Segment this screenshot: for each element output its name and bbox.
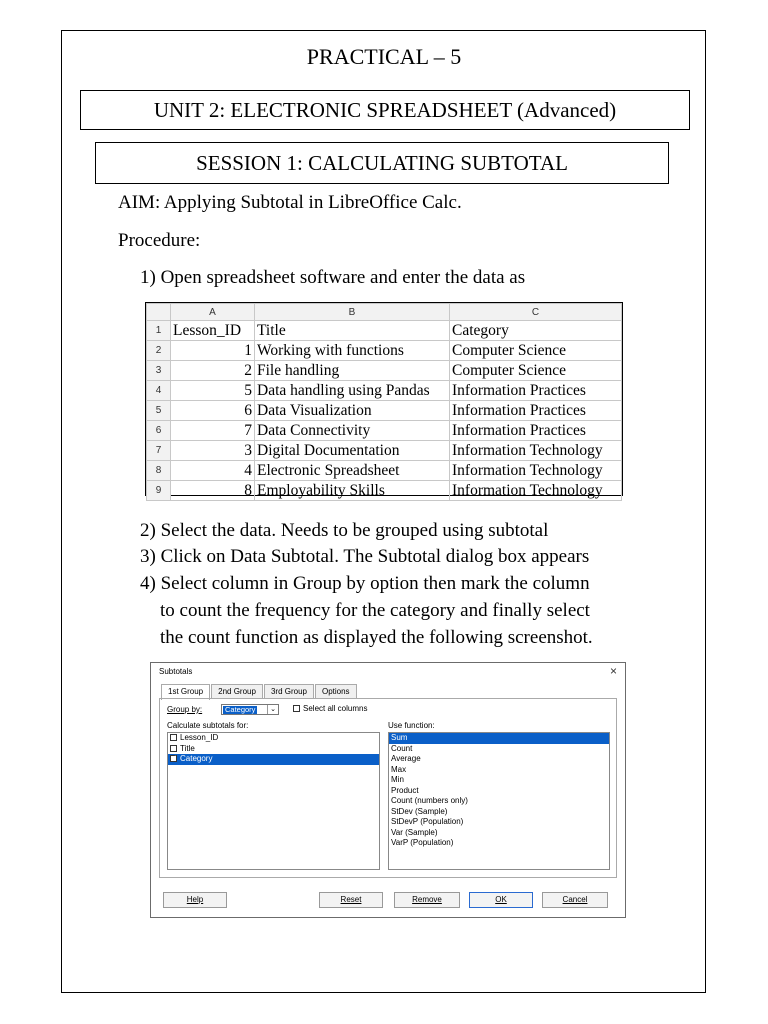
list-item[interactable] — [168, 754, 379, 765]
cell-lesson-id: 6 — [171, 401, 255, 421]
dialog-title: Subtotals — [159, 667, 193, 676]
table-row — [147, 381, 622, 401]
cell-lesson-id: 4 — [171, 461, 255, 481]
group-by-label — [167, 705, 202, 714]
reset-label: Reset — [340, 895, 362, 904]
table-row — [147, 461, 622, 481]
cell-category: Information Practices — [450, 381, 622, 401]
cell-title: Working with functions — [255, 341, 450, 361]
select-all-label: Select all columns — [303, 704, 368, 713]
step-number: 4) — [140, 573, 156, 594]
chevron-down-icon[interactable]: ⌄ — [267, 705, 278, 714]
tab-1st-group[interactable]: 1st Group — [161, 684, 210, 700]
row-number: 6 — [147, 421, 171, 441]
table-row — [147, 361, 622, 381]
cell-lesson-id: 5 — [171, 381, 255, 401]
subtotals-dialog — [150, 662, 626, 918]
cell-lesson-id: 8 — [171, 481, 255, 501]
tab-3rd-group[interactable]: 3rd Group — [264, 684, 314, 699]
cell-category: Information Practices — [450, 401, 622, 421]
list-item[interactable]: Sum — [389, 733, 609, 744]
table-row — [147, 421, 622, 441]
list-item[interactable]: Count — [391, 743, 413, 753]
table-row — [147, 341, 622, 361]
checkbox-icon[interactable] — [170, 734, 177, 741]
reset-button[interactable] — [319, 892, 383, 908]
cell-category: Information Technology — [450, 481, 622, 501]
column-label: Category — [180, 754, 213, 763]
list-item[interactable]: StDev (Sample) — [391, 806, 448, 816]
dialog-tabs — [161, 684, 358, 698]
select-all-columns[interactable] — [293, 704, 367, 713]
ok-button[interactable] — [469, 892, 533, 908]
group-by-value: Category — [225, 705, 256, 714]
cell-lesson-id: 7 — [171, 421, 255, 441]
functions-listbox[interactable] — [388, 732, 610, 870]
row-number: 9 — [147, 481, 171, 501]
list-item[interactable]: Min — [391, 775, 404, 784]
list-item[interactable]: Count (numbers only) — [391, 796, 468, 805]
table-row — [147, 481, 622, 501]
spreadsheet-screenshot — [145, 302, 623, 499]
cell-title: Data Connectivity — [255, 421, 450, 441]
unit-heading: UNIT 2: ELECTRONIC SPREADSHEET (Advanced) — [80, 90, 690, 130]
step-text: Select the data. Needs to be grouped using subtotal — [160, 520, 549, 541]
list-item[interactable]: Product — [391, 785, 419, 795]
list-item[interactable]: StDevP (Population) — [391, 817, 464, 826]
checkbox-icon[interactable] — [170, 745, 177, 752]
remove-label: Remove — [412, 895, 442, 904]
column-label: Title — [180, 743, 195, 753]
cell-title: Digital Documentation — [255, 441, 450, 461]
help-label: Help — [186, 895, 204, 904]
column-label: Lesson_ID — [180, 733, 219, 742]
cell-lesson-id: 3 — [171, 441, 255, 461]
row-number: 2 — [147, 341, 171, 361]
list-item[interactable]: VarP (Population) — [391, 838, 454, 847]
step-number: 3) — [140, 546, 156, 567]
cell-title: Data handling using Pandas — [255, 381, 450, 401]
calculate-label: Calculate subtotals for: — [167, 721, 249, 730]
cell-title: Electronic Spreadsheet — [255, 461, 450, 481]
table-row — [147, 321, 622, 341]
tab-panel — [159, 698, 617, 878]
step-text: Select column in Group by option then mark the column — [160, 573, 590, 594]
row-number: 1 — [147, 321, 171, 341]
cancel-button[interactable] — [542, 892, 608, 908]
list-item[interactable]: Average — [391, 754, 421, 763]
group-by-text: Group by: — [167, 705, 203, 714]
use-function-label: Use function: — [388, 721, 435, 730]
list-item[interactable]: Max — [391, 764, 407, 774]
step-4 — [140, 573, 590, 595]
cell-category: Computer Science — [450, 341, 622, 361]
cell-title: Employability Skills — [255, 481, 450, 501]
step-2 — [140, 520, 548, 542]
checkbox-icon[interactable] — [293, 705, 300, 712]
remove-button[interactable] — [394, 892, 460, 908]
list-item[interactable]: Var (Sample) — [391, 827, 438, 837]
cell-lesson-id: 1 — [171, 341, 255, 361]
cell-title: Data Visualization — [255, 401, 450, 421]
step-1 — [140, 267, 525, 289]
row-number: 5 — [147, 401, 171, 421]
page-title: PRACTICAL – 5 — [306, 44, 462, 69]
table-row — [147, 441, 622, 461]
row-number: 4 — [147, 381, 171, 401]
session-heading: SESSION 1: CALCULATING SUBTOTAL — [95, 142, 669, 184]
corner-cell — [147, 304, 171, 321]
row-number: 8 — [147, 461, 171, 481]
column-header: B — [255, 304, 450, 321]
cancel-label: Cancel — [562, 895, 588, 904]
table-row — [147, 401, 622, 421]
cell-lesson-id: 2 — [171, 361, 255, 381]
help-button[interactable] — [163, 892, 227, 908]
step-4-continued: the count function as displayed the following screenshot. — [160, 627, 593, 648]
cell-category: Information Technology — [450, 461, 622, 481]
cell-lesson-id: Lesson_ID — [171, 321, 255, 341]
columns-listbox[interactable] — [167, 732, 380, 870]
step-text: Open spreadsheet software and enter the data as — [160, 267, 526, 288]
cell-category: Information Practices — [450, 421, 622, 441]
column-header: A — [171, 304, 255, 321]
step-4-continued: to count the frequency for the category and finally select — [160, 600, 590, 621]
step-number: 1) — [140, 267, 156, 288]
step-3 — [140, 546, 589, 568]
step-number: 2) — [140, 520, 156, 541]
row-number: 3 — [147, 361, 171, 381]
checked-checkbox-icon[interactable]: ✓ — [171, 755, 177, 763]
group-by-select[interactable] — [221, 704, 279, 715]
data-table — [146, 303, 622, 501]
cell-title: Title — [255, 321, 450, 341]
tab-options[interactable]: Options — [315, 684, 357, 699]
procedure-label: Procedure: — [118, 230, 201, 251]
close-icon[interactable]: × — [609, 664, 617, 678]
tab-2nd-group[interactable]: 2nd Group — [211, 684, 263, 699]
cell-title: File handling — [255, 361, 450, 381]
cell-category: Computer Science — [450, 361, 622, 381]
column-header-row — [147, 304, 622, 321]
cell-category: Information Technology — [450, 441, 622, 461]
list-item[interactable] — [168, 733, 379, 744]
step-text: Click on Data Subtotal. The Subtotal dialog box appears — [160, 546, 590, 567]
ok-label: OK — [495, 895, 507, 904]
list-item[interactable] — [168, 744, 379, 755]
cell-category: Category — [450, 321, 622, 341]
aim-text: AIM: Applying Subtotal in LibreOffice Calc. — [118, 192, 462, 213]
row-number: 7 — [147, 441, 171, 461]
column-header: C — [450, 304, 622, 321]
